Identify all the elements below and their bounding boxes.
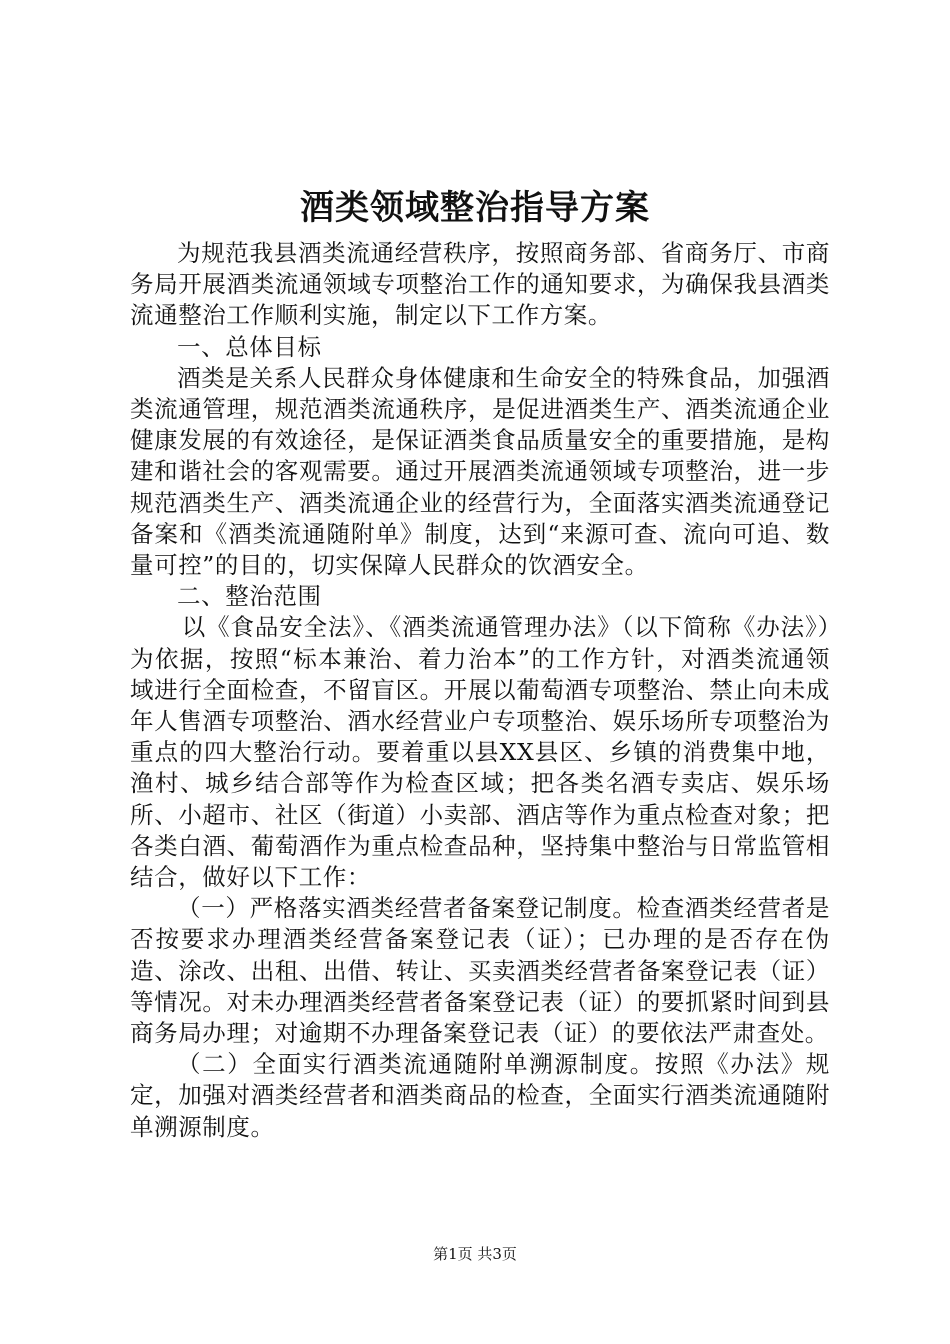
document-body — [130, 238, 830, 1143]
section-heading-general-goal: 一、总体目标 — [177, 332, 322, 361]
general-goal-paragraph: 酒类是关系人民群众身体健康和生命安全的特殊食品，加强酒类流通管理，规范酒类流通秩序，是促进酒类生产、酒类流通企业健康发展的有效途径，是保证酒类食品质量安全的重要措施，是构建和谐社会的客观需要。通过开展酒类流通领域专项整治，进一步规范酒类生产、酒类流通企业的经营行为，全面落实酒类流通登记备案和《酒类流通随附单》制度，达到“来源可查、流向可追、数量可控”的目的，切实保障人民群众的饮酒安全。 — [130, 363, 830, 580]
work-item-1-paragraph: （一）严格落实酒类经营者备案登记制度。检查酒类经营者是否按要求办理酒类经营备案登记表（证）；已办理的是否存在伪造、涂改、出租、出借、转让、买卖酒类经营者备案登记表（证）等情况。对未办理酒类经营者备案登记表（证）的要抓紧时间到县商务局办理；对逾期不办理备案登记表（证）的要依法严肃查处。 — [130, 894, 830, 1048]
intro-paragraph: 为规范我县酒类流通经营秩序，按照商务部、省商务厅、市商务局开展酒类流通领域专项整治工作的通知要求，为确保我县酒类流通整治工作顺利实施，制定以下工作方案。 — [130, 239, 830, 330]
scope-paragraph: 以《食品安全法》、《酒类流通管理办法》（以下简称《办法》）为依据，按照“标本兼治、着力治本”的工作方针，对酒类流通领域进行全面检查，不留盲区。开展以葡萄酒专项整治、禁止向未成年人售酒专项整治、酒水经营业户专项整治、娱乐场所专项整治为重点的四大整治行动。要着重以县XX县区、乡镇的消费集中地，渔村、城乡结合部等作为检查区域；把各类名酒专卖店、娱乐场所、小超市、社区（街道）小卖部、酒店等作为重点检查对象；把各类白酒、葡萄酒作为重点检查品种，坚持集中整治与日常监管相结合，做好以下工作： — [130, 613, 830, 892]
section-heading-scope: 二、整治范围 — [177, 582, 322, 611]
page-footer: 第1页 共3页 — [433, 1245, 517, 1263]
document-title: 酒类领域整治指导方案 — [300, 188, 650, 228]
work-item-2-paragraph: （二）全面实行酒类流通随附单溯源制度。按照《办法》规定，加强对酒类经营者和酒类商品的检查，全面实行酒类流通随附单溯源制度。 — [130, 1050, 830, 1141]
